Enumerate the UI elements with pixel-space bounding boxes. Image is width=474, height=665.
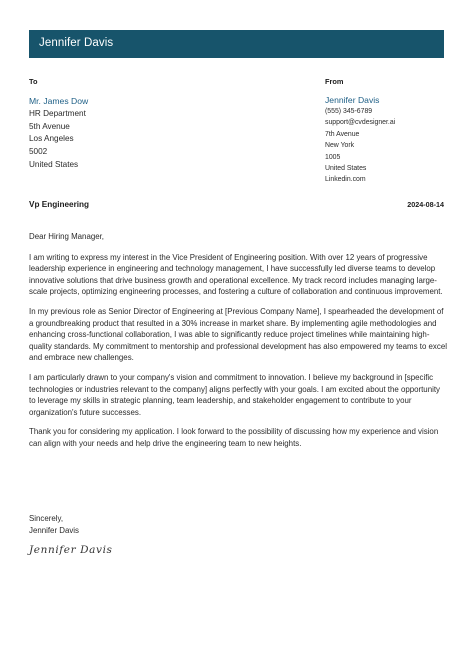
letter-date: 2024-08-14 bbox=[407, 200, 444, 209]
sender-country: United States bbox=[325, 165, 367, 173]
sender-street: 7th Avenue bbox=[325, 130, 360, 138]
recipient-street: 5th Avenue bbox=[29, 121, 70, 131]
sender-phone: (555) 345-6789 bbox=[325, 108, 373, 115]
letter-subject: Vp Engineering bbox=[29, 200, 90, 209]
paragraph-1: I am writing to express my interest in the Vice President of Engineering position. With over 12 years of progressive leadership experience in engineering and technology management, I have successfully led diverse teams to develop innovative solutions that drive business growth and operational excellence. My track record includes managing large-scale projects, optimizing engineering processes, and fostering a culture of collaboration and continuous improvement. bbox=[29, 252, 443, 297]
header-bar bbox=[29, 30, 444, 58]
sender-name: Jennifer Davis bbox=[325, 95, 380, 105]
letter-body bbox=[29, 231, 447, 458]
sender-postal-code: 1005 bbox=[325, 153, 341, 161]
sender-linkedin: Linkedin.com bbox=[325, 176, 366, 184]
sender-city: New York bbox=[325, 142, 355, 150]
closing-block bbox=[29, 513, 79, 536]
handwritten-signature: Jennifer Davis bbox=[29, 544, 113, 556]
closing-name: Jennifer Davis bbox=[29, 525, 79, 535]
sender-email: support@cvdesigner.ai bbox=[325, 119, 396, 127]
sender-block bbox=[325, 94, 395, 186]
salutation: Dear Hiring Manager, bbox=[29, 232, 104, 241]
recipient-name: Mr. James Dow bbox=[29, 96, 89, 106]
paragraph-4: Thank you for considering my application. I look forward to the possibility of discussing how my experience and vision can align with your needs and help drive the engineering team to new heights. bbox=[29, 427, 439, 448]
paragraph-2: In my previous role as Senior Director of Engineering at [Previous Company Name], I spearheaded the development of a groundbreaking product that resulted in a 30% increase in market share. By implementing agile methodologies and enhancing cross-functional collaboration, I was able to significantly reduce project timelines while maintaining high-quality standards. My commitment to mentorship and professional development has also empowered my teams to excel and embrace new challenges. bbox=[29, 306, 447, 363]
to-heading: To bbox=[29, 77, 38, 86]
recipient-department: HR Department bbox=[29, 108, 86, 118]
paragraph-3: I am particularly drawn to your company's vision and commitment to innovation. I believe my background in [specific technologies or industries relevant to the company] aligns perfectly with your goals. I am excited about the opportunity to leverage my skills in strategic planning, team leadership, and stakeholder engagement to contribute to your organization's future successes. bbox=[29, 372, 440, 417]
recipient-postal-code: 5002 bbox=[29, 147, 48, 157]
recipient-city: Los Angeles bbox=[29, 134, 74, 144]
header-name: Jennifer Davis bbox=[39, 37, 114, 49]
recipient-country: United States bbox=[29, 159, 79, 169]
from-heading: From bbox=[325, 77, 344, 86]
recipient-block bbox=[29, 95, 88, 172]
closing-phrase: Sincerely, bbox=[29, 514, 64, 523]
